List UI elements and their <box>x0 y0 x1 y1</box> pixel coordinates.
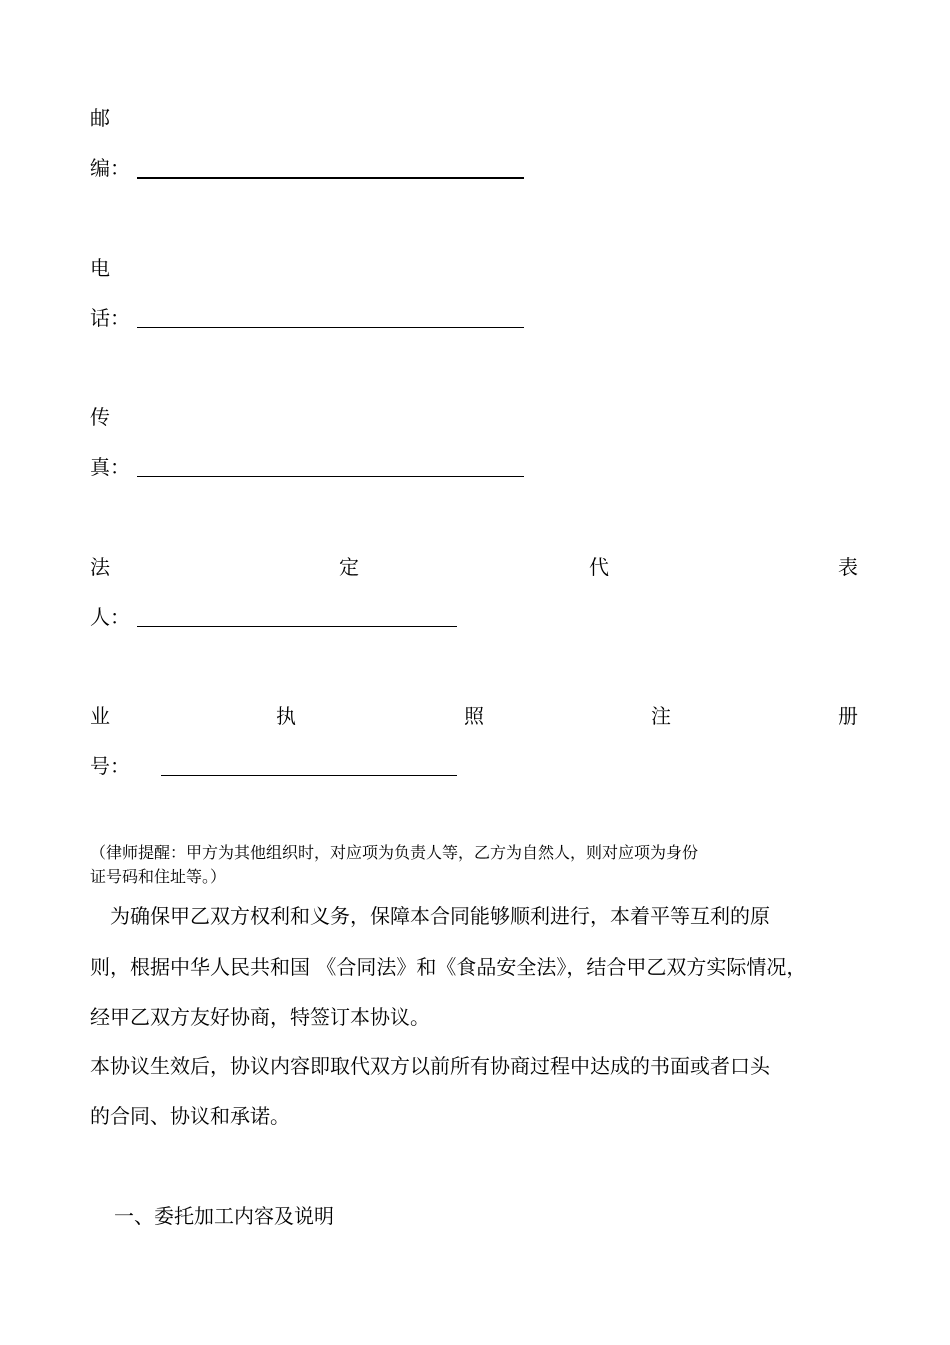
license-label-char1: 业 <box>90 704 110 728</box>
legal-rep-field-line[interactable] <box>137 626 457 627</box>
preamble-line4: 本协议生效后，协议内容即取代双方以前所有协商过程中达成的书面或者口头 <box>90 1054 770 1078</box>
phone-field-line[interactable] <box>137 327 524 328</box>
license-label-char6: 号： <box>90 754 130 778</box>
license-label-char4: 注 <box>651 704 671 728</box>
phone-label-char2: 话： <box>90 306 130 330</box>
preamble-line5: 的合同、协议和承诺。 <box>90 1104 290 1128</box>
preamble-line1: 为确保甲乙双方权利和义务，保障本合同能够顺利进行，本着平等互利的原 <box>110 904 770 928</box>
phone-label-char1: 电 <box>90 256 110 280</box>
license-field-line[interactable] <box>161 775 457 776</box>
license-label-char2: 执 <box>276 704 296 728</box>
section-1-heading: 一、委托加工内容及说明 <box>114 1204 334 1228</box>
postcode-label-char1: 邮 <box>90 106 110 130</box>
preamble-line2: 则，根据中华人民共和国 《合同法》和《食品安全法》，结合甲乙双方实际情况， <box>90 955 807 979</box>
fax-label-char2: 真： <box>90 455 130 479</box>
preamble-line3: 经甲乙双方友好协商，特签订本协议。 <box>90 1005 430 1029</box>
legal-rep-label-char2: 定 <box>339 555 359 579</box>
legal-rep-label-char5: 人： <box>90 605 130 629</box>
legal-rep-label-char1: 法 <box>90 555 110 579</box>
lawyer-note-line1: （律师提醒：甲方为其他组织时，对应项为负责人等，乙方为自然人，则对应项为身份 <box>90 843 699 862</box>
legal-rep-label-char3: 代 <box>589 555 609 579</box>
lawyer-note-line2: 证号码和住址等。） <box>90 867 227 886</box>
license-label-char5: 册 <box>838 704 858 728</box>
legal-rep-label-char4: 表 <box>838 555 858 579</box>
license-label-char3: 照 <box>464 704 484 728</box>
fax-field-line[interactable] <box>137 476 524 477</box>
postcode-label-char2: 编： <box>90 156 130 180</box>
fax-label-char1: 传 <box>90 405 110 429</box>
postcode-field-line[interactable] <box>137 177 524 179</box>
